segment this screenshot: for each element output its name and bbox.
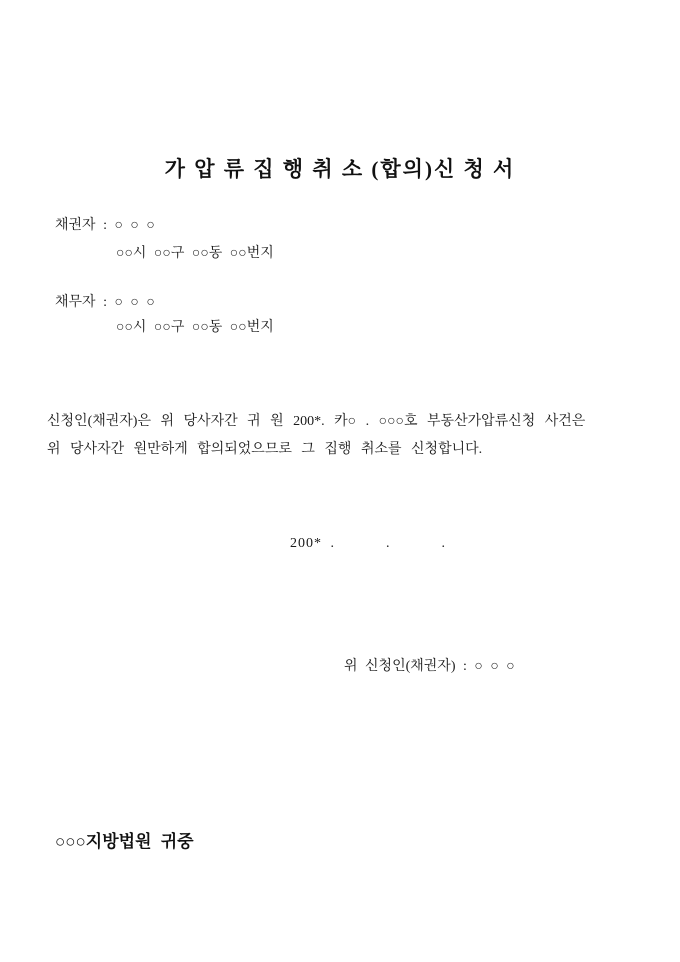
date-line: 200* . . . bbox=[290, 536, 446, 551]
creditor-address: ○○시 ○○구 ○○동 ○○번지 bbox=[116, 246, 274, 261]
debtor-line: 채무자 : ○ ○ ○ bbox=[55, 295, 155, 310]
body-line-2: 위 당사자간 원만하게 합의되었으므로 그 집행 취소를 신청합니다. bbox=[47, 442, 483, 457]
document-title: 가 압 류 집 행 취 소 (합의)신 청 서 bbox=[164, 157, 516, 181]
court-line: ○○○지방법원 귀중 bbox=[55, 832, 194, 851]
creditor-line: 채권자 : ○ ○ ○ bbox=[55, 218, 155, 233]
debtor-address: ○○시 ○○구 ○○동 ○○번지 bbox=[116, 320, 274, 335]
body-line-1: 신청인(채권자)은 위 당사자간 귀 원 200*. 카○ . ○○○호 부동산가압류신청 사건은 bbox=[47, 414, 586, 429]
signature-line: 위 신청인(채권자) : ○ ○ ○ bbox=[344, 659, 515, 674]
